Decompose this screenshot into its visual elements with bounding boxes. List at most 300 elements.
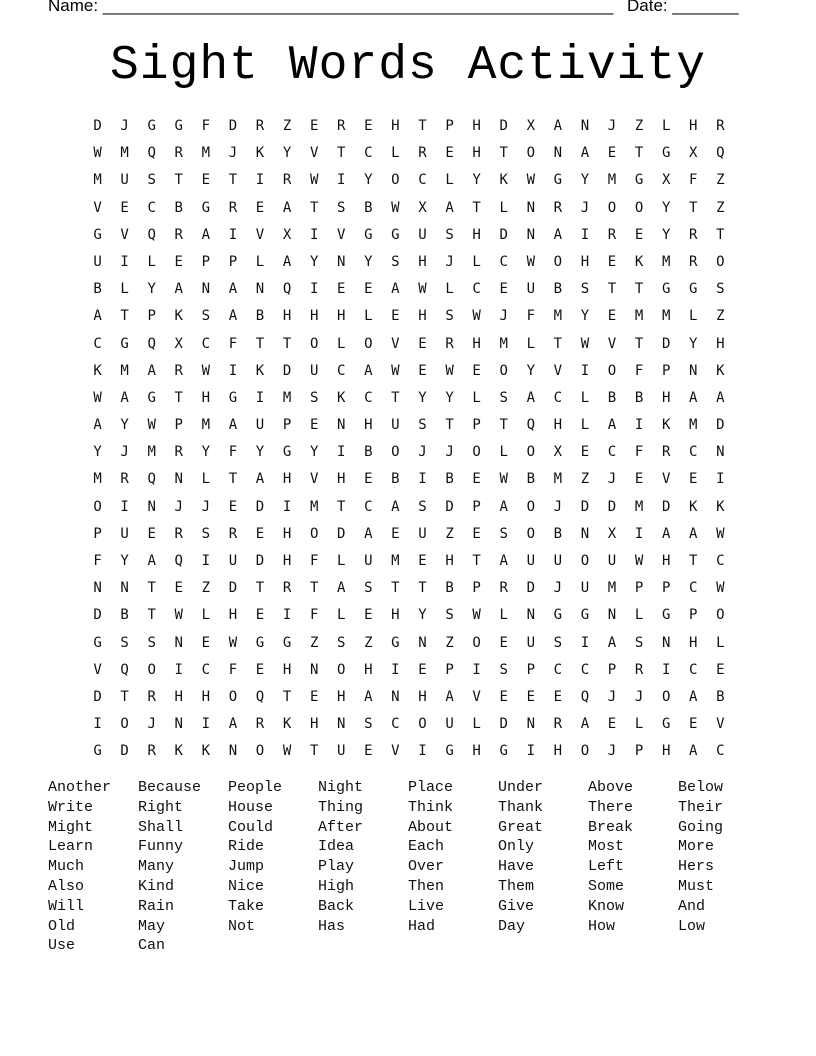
grid-letter: C (364, 498, 373, 515)
grid-letter: P (634, 743, 644, 760)
grid-letter: Y (445, 389, 454, 406)
grid-letter: Y (120, 417, 129, 434)
grid-letter: P (661, 362, 671, 379)
grid-letter: N (120, 580, 129, 597)
word-list-item: Ride (228, 838, 265, 856)
grid-letter: I (634, 417, 644, 434)
grid-letter: A (282, 253, 292, 270)
grid-letter: L (445, 172, 454, 189)
grid-letter: N (553, 145, 563, 162)
grid-letter: X (526, 118, 535, 134)
grid-letter: A (661, 525, 671, 542)
grid-letter: X (689, 145, 698, 162)
grid-letter: U (445, 716, 454, 733)
grid-letter: S (716, 281, 725, 298)
grid-letter: E (364, 118, 373, 134)
grid-letter: N (174, 634, 183, 651)
grid-letter: C (689, 661, 698, 678)
grid-row (84, 440, 734, 467)
grid-letter: T (418, 580, 427, 597)
grid-letter: W (391, 362, 400, 379)
grid-letter: G (499, 743, 508, 760)
grid-letter: H (553, 417, 563, 434)
grid-letter: E (255, 607, 265, 624)
grid-letter: R (147, 688, 156, 705)
grid-letter: Z (282, 118, 292, 134)
grid-letter: L (716, 634, 725, 651)
grid-letter: B (445, 580, 454, 597)
grid-letter: V (309, 145, 319, 162)
grid-letter: R (689, 226, 698, 243)
grid-letter: P (472, 498, 481, 515)
grid-letter: E (255, 661, 265, 678)
word-list-item: Has (318, 917, 346, 935)
grid-letter: I (201, 553, 211, 569)
grid-letter: G (147, 118, 156, 134)
grid-letter: E (607, 308, 617, 325)
grid-letter: E (607, 716, 617, 733)
grid-letter: E (255, 199, 265, 216)
grid-letter: I (201, 716, 211, 733)
grid-letter: D (661, 335, 671, 352)
grid-letter: H (282, 661, 292, 678)
word-list-item: Nice (228, 877, 265, 895)
grid-letter: M (607, 172, 617, 189)
grid-letter: G (689, 281, 698, 298)
grid-letter: O (228, 688, 238, 705)
grid-letter: N (255, 281, 265, 298)
grid-letter: U (580, 580, 590, 597)
grid-letter: R (607, 226, 617, 243)
word-list-item: Right (138, 798, 184, 816)
grid-letter: C (689, 444, 698, 461)
grid-letter: A (228, 417, 238, 434)
word-list-item: Take (228, 897, 265, 915)
grid-letter: Y (147, 281, 156, 298)
grid-letter: F (228, 661, 238, 678)
word-list-item: Give (498, 897, 535, 915)
grid-letter: I (661, 661, 671, 678)
grid-letter: O (255, 743, 265, 760)
grid-letter: O (553, 253, 563, 270)
grid-letter: J (634, 688, 644, 705)
grid-letter: M (553, 308, 563, 325)
grid-letter: E (553, 688, 563, 705)
grid-letter: I (391, 661, 400, 678)
grid-letter: L (337, 335, 346, 352)
grid-letter: H (445, 553, 454, 569)
grid-letter: P (174, 417, 183, 434)
grid-letter: C (364, 389, 373, 406)
grid-letter: M (93, 471, 102, 488)
grid-letter: R (174, 226, 183, 243)
grid-letter: E (445, 145, 454, 162)
grid-letter: A (580, 716, 590, 733)
grid-letter: W (472, 607, 481, 624)
grid-letter: M (309, 498, 319, 515)
grid-letter: S (499, 525, 508, 542)
grid-letter: B (364, 444, 373, 461)
grid-letter: R (174, 145, 183, 162)
grid-row (84, 712, 734, 739)
grid-letter: A (174, 281, 183, 298)
grid-letter: L (472, 716, 481, 733)
grid-letter: Q (147, 226, 156, 243)
grid-letter: X (607, 525, 617, 542)
grid-letter: O (309, 335, 319, 352)
grid-letter: W (716, 525, 725, 542)
grid-letter: E (689, 471, 698, 488)
grid-letter: A (228, 716, 238, 733)
grid-letter: C (607, 444, 617, 461)
grid-letter: H (391, 118, 400, 134)
grid-letter: R (255, 118, 265, 134)
grid-letter: H (418, 308, 427, 325)
grid-letter: E (174, 253, 183, 270)
grid-letter: D (282, 362, 292, 379)
grid-letter: S (364, 580, 373, 597)
grid-letter: Z (364, 634, 373, 651)
grid-letter: W (634, 553, 644, 569)
grid-letter: Q (147, 145, 156, 162)
grid-letter: V (93, 661, 102, 678)
grid-letter: M (689, 417, 698, 434)
word-list-item: Will (48, 897, 85, 915)
grid-letter: M (282, 389, 292, 406)
grid-letter: H (553, 743, 563, 760)
name-field: Name: ______________________________________________________ (48, 0, 614, 15)
grid-letter: D (255, 498, 265, 515)
grid-letter: U (93, 253, 102, 270)
grid-letter: S (201, 308, 211, 325)
grid-letter: Z (445, 634, 454, 651)
grid-letter: B (716, 688, 725, 705)
grid-letter: T (607, 281, 617, 298)
grid-letter: E (309, 688, 319, 705)
word-list-item: Kind (138, 877, 175, 895)
grid-row (84, 603, 734, 630)
grid-letter: D (580, 498, 590, 515)
grid-letter: H (472, 335, 481, 352)
grid-letter: A (499, 553, 508, 569)
grid-letter: R (661, 444, 671, 461)
word-list-item: Had (408, 917, 436, 935)
grid-letter: I (580, 362, 590, 379)
word-list-item: Also (48, 877, 85, 895)
grid-letter: E (472, 525, 481, 542)
grid-letter: M (661, 253, 671, 270)
grid-letter: E (364, 743, 373, 760)
grid-letter: F (228, 335, 238, 352)
word-list-item: Thank (498, 798, 544, 816)
grid-letter: C (201, 661, 211, 678)
grid-letter: T (147, 607, 156, 624)
grid-letter: C (716, 743, 725, 760)
word-list-item: Night (318, 779, 364, 796)
grid-letter: W (716, 580, 725, 597)
grid-letter: T (716, 226, 725, 243)
grid-letter: L (364, 308, 373, 325)
grid-row (84, 332, 734, 359)
grid-letter: R (553, 716, 563, 733)
grid-letter: I (418, 471, 427, 488)
grid-letter: G (553, 607, 563, 624)
grid-letter: K (716, 498, 725, 515)
grid-letter: E (228, 498, 238, 515)
grid-letter: P (445, 118, 454, 134)
grid-letter: I (716, 471, 725, 488)
grid-letter: I (337, 444, 346, 461)
grid-letter: S (364, 716, 373, 733)
word-list-item: Idea (318, 838, 355, 856)
grid-letter: S (445, 607, 454, 624)
grid-letter: G (93, 634, 102, 651)
grid-letter: D (93, 607, 102, 624)
grid-letter: D (93, 118, 102, 134)
grid-letter: R (716, 118, 725, 134)
grid-letter: O (607, 362, 617, 379)
grid-letter: V (309, 471, 319, 488)
grid-letter: T (337, 498, 346, 515)
grid-letter: Y (418, 607, 427, 624)
word-list-item: Only (498, 838, 535, 856)
word-list-item: Shall (138, 818, 184, 836)
grid-letter: U (526, 634, 535, 651)
grid-letter: T (634, 145, 644, 162)
grid-letter: E (472, 362, 481, 379)
grid-letter: R (228, 525, 238, 542)
grid-letter: H (337, 688, 346, 705)
grid-letter: A (364, 525, 373, 542)
grid-letter: O (526, 498, 535, 515)
grid-letter: G (93, 743, 102, 760)
grid-letter: D (607, 498, 617, 515)
grid-letter: Q (526, 417, 535, 434)
grid-letter: I (580, 634, 590, 651)
grid-letter: Z (716, 308, 725, 325)
grid-letter: H (174, 688, 183, 705)
grid-letter: E (147, 525, 156, 542)
grid-letter: B (526, 471, 535, 488)
grid-letter: D (661, 498, 671, 515)
grid-letter: S (445, 308, 454, 325)
grid-row (84, 386, 734, 413)
word-list-item: How (588, 917, 616, 935)
grid-letter: K (689, 498, 698, 515)
grid-letter: H (282, 471, 292, 488)
grid-letter: G (661, 281, 671, 298)
grid-letter: J (499, 308, 508, 325)
header (48, 0, 748, 20)
grid-letter: E (309, 118, 319, 134)
grid-letter: G (93, 226, 102, 243)
grid-letter: K (93, 362, 102, 379)
word-list-item: Most (588, 838, 625, 856)
grid-letter: I (120, 498, 129, 515)
grid-row (84, 685, 734, 712)
grid-letter: Q (174, 553, 183, 569)
grid-letter: T (472, 199, 481, 216)
grid-letter: I (228, 226, 238, 243)
grid-letter: D (93, 688, 102, 705)
grid-letter: K (499, 172, 508, 189)
grid-letter: G (147, 389, 156, 406)
grid-letter: N (418, 634, 427, 651)
grid-letter: A (445, 199, 454, 216)
grid-letter: I (228, 362, 238, 379)
grid-letter: N (607, 607, 617, 624)
grid-letter: N (526, 226, 535, 243)
grid-letter: V (391, 743, 400, 760)
grid-letter: O (93, 498, 102, 515)
grid-letter: A (689, 525, 698, 542)
grid-letter: M (391, 553, 400, 569)
grid-letter: N (580, 118, 590, 134)
grid-letter: I (580, 226, 590, 243)
word-list-item: Thing (318, 798, 364, 816)
grid-letter: E (201, 172, 211, 189)
grid-letter: N (337, 417, 346, 434)
grid-letter: O (716, 607, 725, 624)
grid-letter: T (120, 688, 129, 705)
grid-letter: B (174, 199, 183, 216)
grid-letter: V (716, 716, 725, 733)
grid-letter: B (364, 199, 373, 216)
grid-letter: N (580, 525, 590, 542)
grid-letter: J (120, 444, 129, 461)
word-list-item: Funny (138, 838, 184, 856)
grid-letter: D (337, 525, 346, 542)
grid-letter: M (634, 498, 644, 515)
letter-grid (84, 114, 734, 767)
grid-letter: C (499, 253, 508, 270)
grid-letter: Q (147, 471, 156, 488)
grid-letter: W (418, 281, 427, 298)
grid-letter: G (120, 335, 129, 352)
grid-letter: U (418, 226, 427, 243)
grid-letter: A (147, 553, 156, 569)
grid-letter: R (282, 580, 292, 597)
grid-letter: E (607, 253, 617, 270)
grid-letter: J (607, 118, 617, 134)
grid-letter: C (337, 362, 346, 379)
word-list-item: Must (678, 877, 715, 895)
word-list-item: Not (228, 917, 256, 935)
grid-letter: R (255, 716, 265, 733)
grid-letter: M (553, 471, 563, 488)
grid-letter: U (228, 553, 238, 569)
grid-letter: W (201, 362, 211, 379)
grid-letter: E (580, 444, 590, 461)
grid-letter: G (634, 172, 644, 189)
grid-letter: M (120, 362, 129, 379)
grid-letter: P (201, 253, 211, 270)
grid-letter: P (472, 580, 481, 597)
grid-letter: G (174, 118, 183, 134)
grid-letter: R (120, 471, 129, 488)
word-list-item: Old (48, 917, 76, 935)
grid-letter: D (255, 553, 265, 569)
grid-letter: W (445, 362, 454, 379)
grid-letter: N (174, 471, 183, 488)
grid-letter: T (309, 580, 319, 597)
grid-letter: A (93, 308, 102, 325)
grid-letter: L (580, 417, 590, 434)
grid-letter: V (472, 688, 481, 705)
grid-letter: E (174, 580, 183, 597)
word-list-item: Another (48, 779, 112, 796)
grid-letter: P (282, 417, 292, 434)
grid-letter: O (661, 688, 671, 705)
grid-letter: H (391, 607, 400, 624)
grid-letter: I (337, 172, 346, 189)
grid-letter: Q (255, 688, 265, 705)
word-list-item: Hers (678, 858, 715, 876)
grid-letter: L (689, 308, 698, 325)
grid-letter: O (580, 553, 590, 569)
grid-letter: I (472, 661, 481, 678)
grid-letter: G (201, 199, 211, 216)
grid-letter: O (634, 199, 644, 216)
grid-letter: T (689, 199, 698, 216)
grid-row (84, 114, 734, 141)
grid-letter: H (201, 389, 211, 406)
grid-letter: A (282, 199, 292, 216)
word-list-item: Below (678, 779, 724, 796)
grid-row (84, 576, 734, 603)
grid-letter: J (418, 444, 427, 461)
grid-letter: I (174, 661, 183, 678)
word-list-item: Play (318, 858, 355, 876)
grid-letter: K (716, 362, 725, 379)
grid-letter: T (309, 743, 319, 760)
grid-letter: E (309, 417, 319, 434)
grid-letter: V (661, 471, 671, 488)
grid-row (84, 359, 734, 386)
grid-letter: X (553, 444, 563, 461)
grid-row (84, 141, 734, 168)
grid-letter: U (337, 743, 346, 760)
grid-letter: L (661, 118, 671, 134)
grid-letter: Y (201, 444, 211, 461)
grid-letter: T (282, 688, 292, 705)
word-list-item: Then (408, 877, 445, 895)
grid-letter: V (337, 226, 346, 243)
grid-letter: L (499, 607, 508, 624)
grid-letter: Y (282, 145, 292, 162)
grid-letter: C (472, 281, 481, 298)
grid-letter: L (634, 607, 644, 624)
grid-letter: A (499, 498, 508, 515)
word-list-item: More (678, 838, 715, 856)
grid-letter: E (255, 525, 265, 542)
grid-letter: N (174, 716, 183, 733)
grid-letter: O (391, 172, 400, 189)
grid-letter: T (499, 417, 508, 434)
word-list-item: Live (408, 897, 445, 915)
grid-letter: X (174, 335, 183, 352)
grid-letter: O (120, 716, 129, 733)
grid-letter: E (418, 661, 427, 678)
grid-letter: C (391, 716, 400, 733)
grid-letter: P (634, 580, 644, 597)
grid-letter: Y (689, 335, 698, 352)
grid-letter: H (661, 389, 671, 406)
grid-letter: E (472, 471, 481, 488)
grid-letter: O (147, 661, 156, 678)
grid-letter: J (147, 716, 156, 733)
grid-letter: E (201, 634, 211, 651)
